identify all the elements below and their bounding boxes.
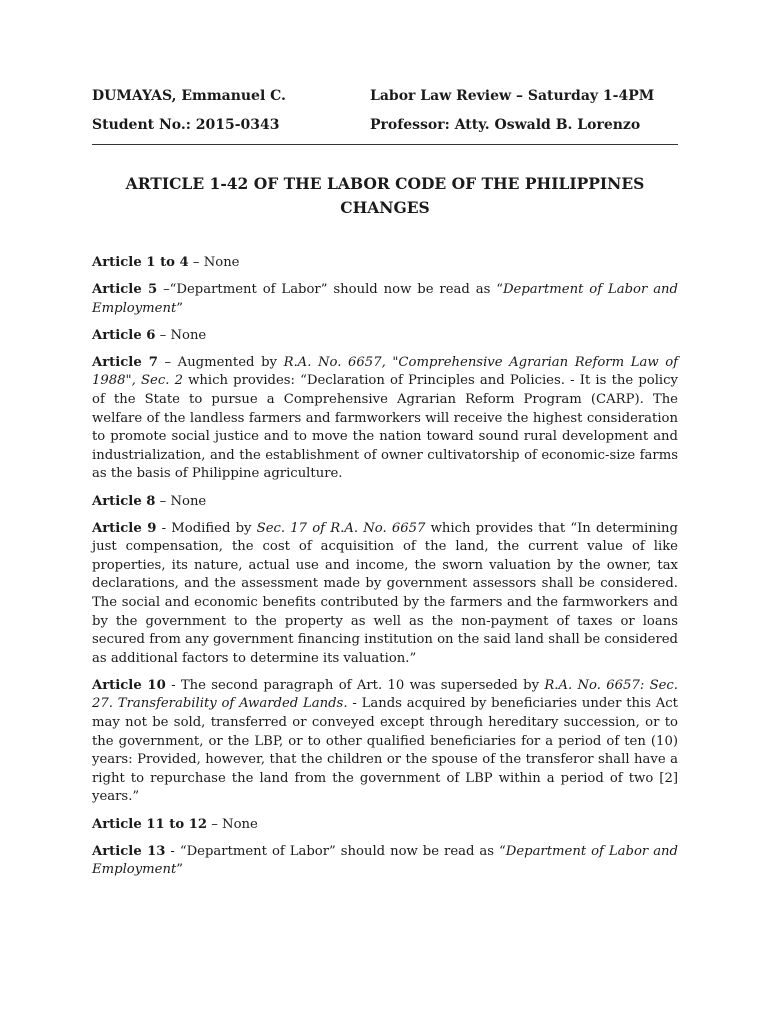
article-label: Article 8 — [92, 493, 156, 509]
document-header — [92, 82, 678, 145]
article-label: Article 1 to 4 — [92, 255, 189, 270]
article-emphasis: Department of Labor and Employment — [92, 843, 678, 878]
article-label: Article 9 — [92, 520, 157, 536]
article-list — [92, 254, 678, 888]
article-emphasis: R.A. No. 6657: Sec. 27. Transferability of Awarded Lands. — [92, 677, 678, 712]
article-paragraph — [92, 816, 678, 835]
article-label: Article 5 — [92, 282, 158, 298]
article-tail: which provides that “In determining just compensation, the cost of acquisition of the land, the current value of like properties, its nature, actual use and income, the sworn valuation by the owner, tax declarations, and the assessment made by government assessors shall be considered. The social and economic benefits contributed by the farmers and the farmworkers and by the government to the property as well as the non-payment of taxes or loans secured from any government financing institution on the said land shall be considered as additional factors to determine its valuation.” — [92, 520, 678, 666]
article-label: Article 13 — [92, 843, 166, 859]
article-paragraph — [92, 327, 678, 346]
article-paragraph — [92, 354, 678, 484]
article-text: –“Department of Labor” should now be read as “ — [157, 282, 503, 298]
article-paragraph — [92, 254, 678, 273]
course-info: Labor Law Review – Saturday 1-4PM — [370, 88, 655, 104]
article-text: - “Department of Labor” should now be read as “ — [165, 843, 506, 859]
article-tail: which provides: “Declaration of Principles and Policies. - It is the policy of the State to pursue a Comprehensive Agrarian Reform Program (CARP). The welfare of the landless farmers and farmworkers will receive the highest consideration to promote social justice and to move the nation toward sound rural development and industrialization, and the establishment of owner cultivatorship of economic-size farms as the basis of Philippine agriculture. — [92, 373, 678, 482]
article-label: Article 6 — [92, 327, 156, 343]
article-paragraph — [92, 493, 678, 512]
article-text: – None — [155, 493, 207, 509]
student-name: DUMAYAS, Emmanuel C. — [92, 88, 286, 104]
header-row-1 — [92, 82, 678, 111]
article-label: Article 7 — [92, 354, 158, 370]
article-paragraph — [92, 677, 678, 807]
article-paragraph — [92, 843, 678, 880]
article-label: Article 10 — [92, 677, 166, 693]
article-text: – None — [155, 327, 207, 343]
article-text: – None — [188, 255, 240, 270]
article-tail: - Lands acquired by beneficiaries under this Act may not be sold, transferred or conveyed except through hereditary succession, or to the government, or the LBP, or to other qualified beneficiaries for a period of ten (10) years: Provided, however, that the children or the spouse of the transferor shall have a right to repurchase the land from the government of LBP within a period of two [2] years.” — [92, 696, 678, 805]
title-line-2: CHANGES — [340, 198, 430, 217]
article-label: Article 11 to 12 — [92, 816, 208, 832]
article-text: - The second paragraph of Art. 10 was superseded by — [165, 677, 545, 693]
student-number: Student No.: 2015-0343 — [92, 117, 280, 133]
title-line-1: ARTICLE 1-42 OF THE LABOR CODE OF THE PHILIPPINES — [125, 174, 645, 193]
document-title — [92, 172, 678, 220]
article-tail: ” — [176, 862, 184, 878]
article-text: - Modified by — [156, 520, 257, 536]
article-tail: ” — [176, 300, 184, 316]
article-text: – None — [207, 816, 258, 832]
article-text: – Augmented by — [157, 354, 284, 370]
article-paragraph — [92, 520, 678, 669]
article-emphasis: Department of Labor and Employment — [92, 282, 678, 316]
article-emphasis: Sec. 17 of R.A. No. 6657 — [256, 520, 426, 536]
article-paragraph — [92, 281, 678, 318]
header-row-2 — [92, 111, 678, 140]
article-emphasis: R.A. No. 6657, "Comprehensive Agrarian Reform Law of 1988", Sec. 2 — [92, 354, 679, 389]
professor-info: Professor: Atty. Oswald B. Lorenzo — [370, 117, 641, 133]
